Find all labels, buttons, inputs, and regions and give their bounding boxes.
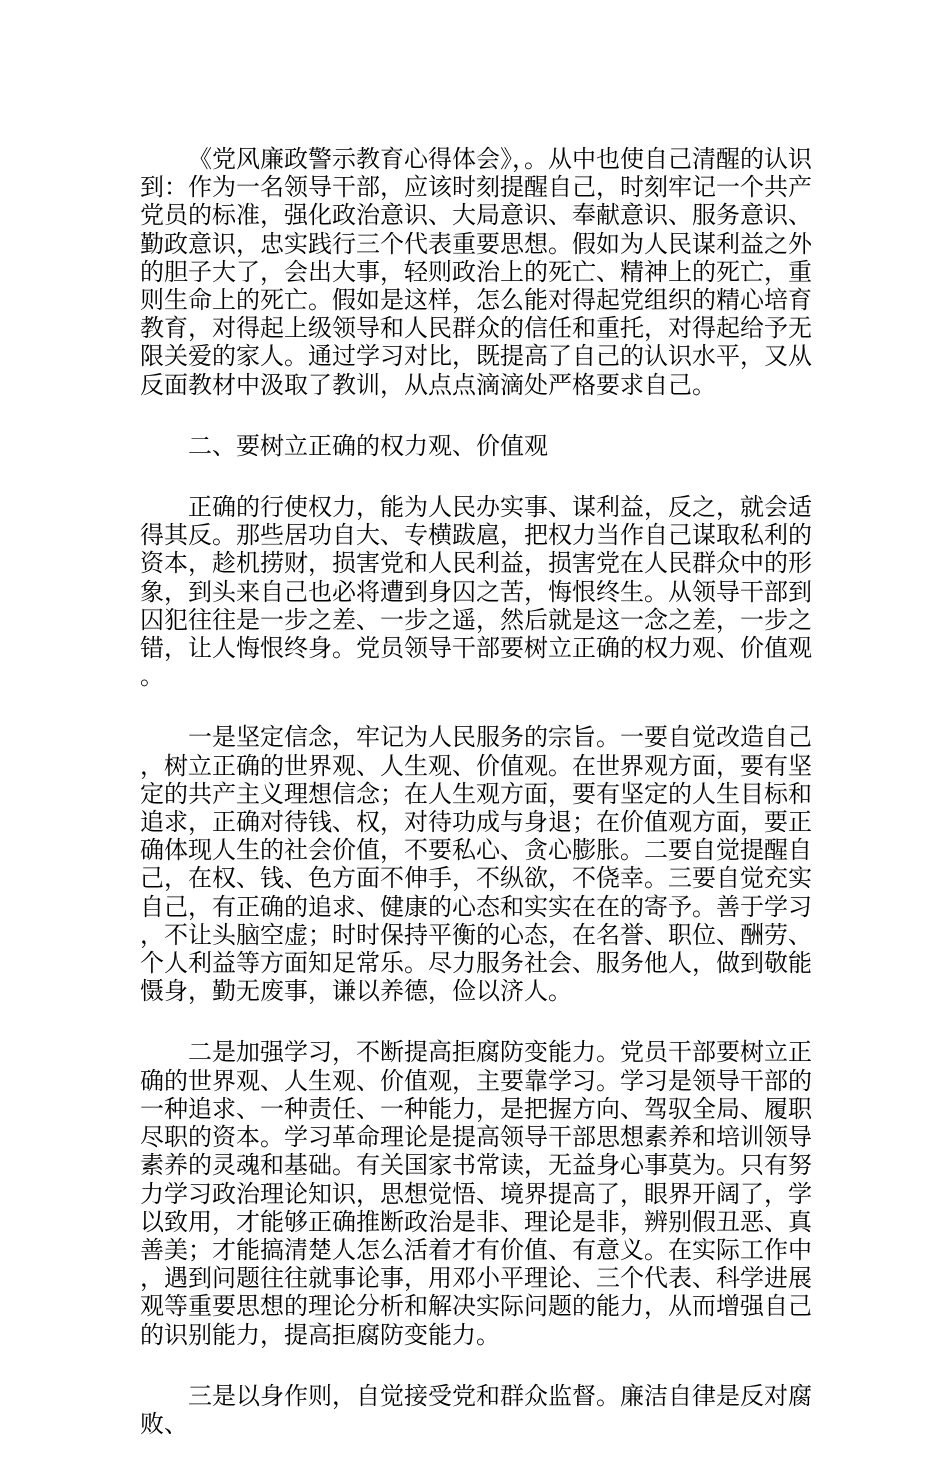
belief-paragraph: 一是坚定信念，牢记为人民服务的宗旨。一要自觉改造自己，树立正确的世界观、人生观、价值观。在世界观方面，要有坚定的共产主义理想信念；在人生观方面，要有坚定的人生目标和追求，正确对待钱、权，对待功成与身退；在价值观方面，要正确体现人生的社会价值，不要私心、贪心膨胀。二要自觉提醒自己，在权、钱、色方面不伸手，不纵欲，不侥幸。三要自觉充实自己，有正确的追求、健康的心态和实实在在的寄予。善于学习，不让头脑空虚；时时保持平衡的心态，在名誉、职位、酬劳、个人利益等方面知足常乐。尽力服务社会、服务他人，做到敬能慑身，勤无废事，谦以养德，俭以济人。 [140, 723, 812, 1006]
study-paragraph: 二是加强学习，不断提高拒腐防变能力。党员干部要树立正确的世界观、人生观、价值观，主要靠学习。学习是领导干部的一种追求、一种责任、一种能力，是把握方向、驾驭全局、履职尽职的资本。学习革命理论是提高领导干部思想素养和培训领导素养的灵魂和基础。有关国家书常读，无益身心事莫为。只有努力学习政治理论知识，思想觉悟、境界提高了，眼界开阔了，学以致用，才能够正确推断政治是非、理论是非，辨别假丑恶、真善美；才能搞清楚人怎么活着才有价值、有意义。在实际工作中，遇到问题往往就事论事，用邓小平理论、三个代表、科学进展观等重要思想的理论分析和解决实际问题的能力，从而增强自己的识别能力，提高拒腐防变能力。 [140, 1038, 812, 1349]
intro-paragraph: 《党风廉政警示教育心得体会》，。从中也使自己清醒的认识到：作为一名领导干部，应该时刻提醒自己，时刻牢记一个共产党员的标准，强化政治意识、大局意识、奉献意识、服务意识、勤政意识，忠实践行三个代表重要思想。假如为人民谋利益之外的胆子大了，会出大事，轻则政治上的死亡、精神上的死亡，重则生命上的死亡。假如是这样，怎么能对得起党组织的精心培育教育，对得起上级领导和人民群众的信任和重托，对得起给予无限关爱的家人。通过学习对比，既提高了自己的认识水平，又从反面教材中汲取了教训，从点点滴滴处严格要求自己。 [140, 145, 812, 399]
power-paragraph: 正确的行使权力，能为人民办实事、谋利益，反之，就会适得其反。那些居功自大、专横跋扈，把权力当作自己谋取私利的资本，趁机捞财，损害党和人民利益，损害党在人民群众中的形象，到头来自己也必将遭到身囚之苦，悔恨终生。从领导干部到囚犯往往是一步之差、一步之遥，然后就是这一念之差，一步之错，让人悔恨终身。党员领导干部要树立正确的权力观、价值观。 [140, 493, 812, 691]
supervision-paragraph: 三是以身作则，自觉接受党和群众监督。廉洁自律是反对腐败、 [140, 1381, 812, 1438]
document-body [140, 145, 812, 1471]
section-heading: 二、要树立正确的权力观、价值观 [188, 431, 548, 460]
